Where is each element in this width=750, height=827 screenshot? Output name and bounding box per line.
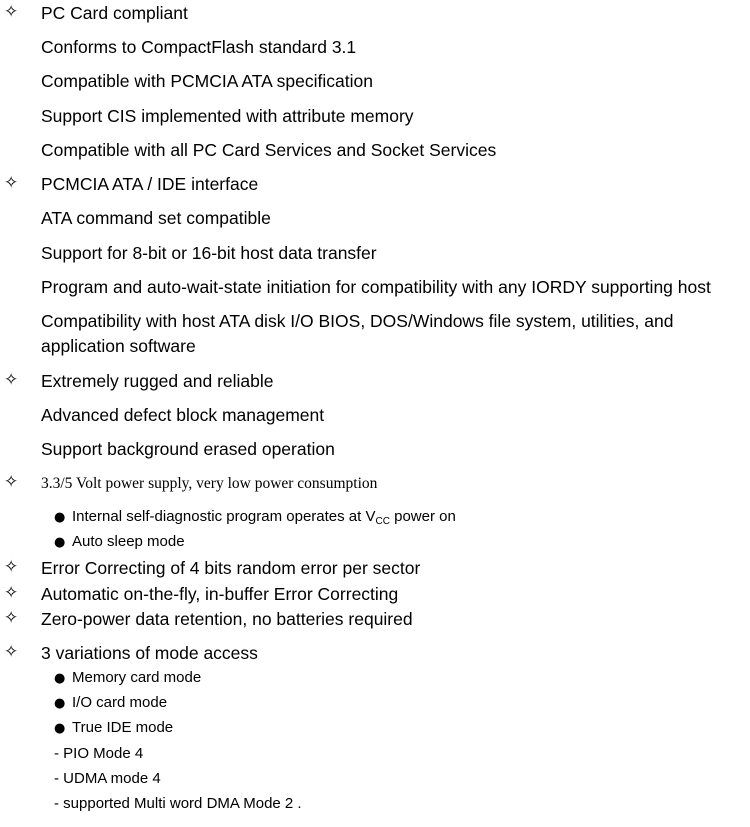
feature-subitem: I/O card mode xyxy=(72,694,168,711)
feature-subitem: True IDE mode xyxy=(72,719,174,736)
diamond-bullet-icon: ✧ xyxy=(4,557,19,577)
dot-bullet-icon: ● xyxy=(54,535,66,550)
feature-item: Compatible with PCMCIA ATA specification xyxy=(41,71,373,91)
mode-detail: - PIO Mode 4 xyxy=(54,745,144,762)
feature-heading: Extremely rugged and reliable xyxy=(41,371,274,391)
feature-item: Support background erased operation xyxy=(41,439,335,459)
dot-bullet-icon: ● xyxy=(54,721,66,736)
diamond-bullet-icon: ✧ xyxy=(4,370,19,390)
dot-bullet-icon: ● xyxy=(54,696,66,711)
diamond-bullet-icon: ✧ xyxy=(4,2,19,22)
feature-heading: Zero-power data retention, no batteries required xyxy=(41,609,413,629)
feature-item: Program and auto-wait-state initiation for compatibility with any IORDY supporting host xyxy=(41,277,711,297)
diamond-bullet-icon: ✧ xyxy=(4,608,19,628)
feature-heading: PCMCIA ATA / IDE interface xyxy=(41,174,259,194)
feature-subitem: Auto sleep mode xyxy=(72,533,185,550)
dot-bullet-icon: ● xyxy=(54,510,66,525)
feature-item: Support for 8-bit or 16-bit host data transfer xyxy=(41,243,377,263)
feature-subitem: Memory card mode xyxy=(72,669,202,686)
feature-item: Compatible with all PC Card Services and Socket Services xyxy=(41,140,497,160)
feature-item: ATA command set compatible xyxy=(41,208,271,228)
diamond-bullet-icon: ✧ xyxy=(4,642,19,662)
mode-detail: - UDMA mode 4 xyxy=(54,770,161,787)
feature-heading: Error Correcting of 4 bits random error per sector xyxy=(41,558,421,578)
feature-item: Advanced defect block management xyxy=(41,405,325,425)
mode-detail: - supported Multi word DMA Mode 2 . xyxy=(54,795,302,812)
diamond-bullet-icon: ✧ xyxy=(4,173,19,193)
diamond-bullet-icon: ✧ xyxy=(4,583,19,603)
feature-subitem: Internal self-diagnostic program operates at $V_{CC}$ power on xyxy=(72,508,456,527)
feature-item-continued: application software xyxy=(41,336,196,356)
feature-heading: 3 variations of mode access xyxy=(41,643,258,663)
feature-heading: Automatic on-the-fly, in-buffer Error Correcting xyxy=(41,584,399,604)
feature-heading: PC Card compliant xyxy=(41,3,188,23)
feature-item: Support CIS implemented with attribute memory xyxy=(41,106,414,126)
feature-heading: 3.3/5 Volt power supply, very low power consumption xyxy=(41,475,378,492)
diamond-bullet-icon: ✧ xyxy=(4,472,19,492)
feature-item: Conforms to CompactFlash standard 3.1 xyxy=(41,37,357,57)
feature-item: Compatibility with host ATA disk I/O BIOS, DOS/Windows file system, utilities, and xyxy=(41,311,674,331)
dot-bullet-icon: ● xyxy=(54,671,66,686)
